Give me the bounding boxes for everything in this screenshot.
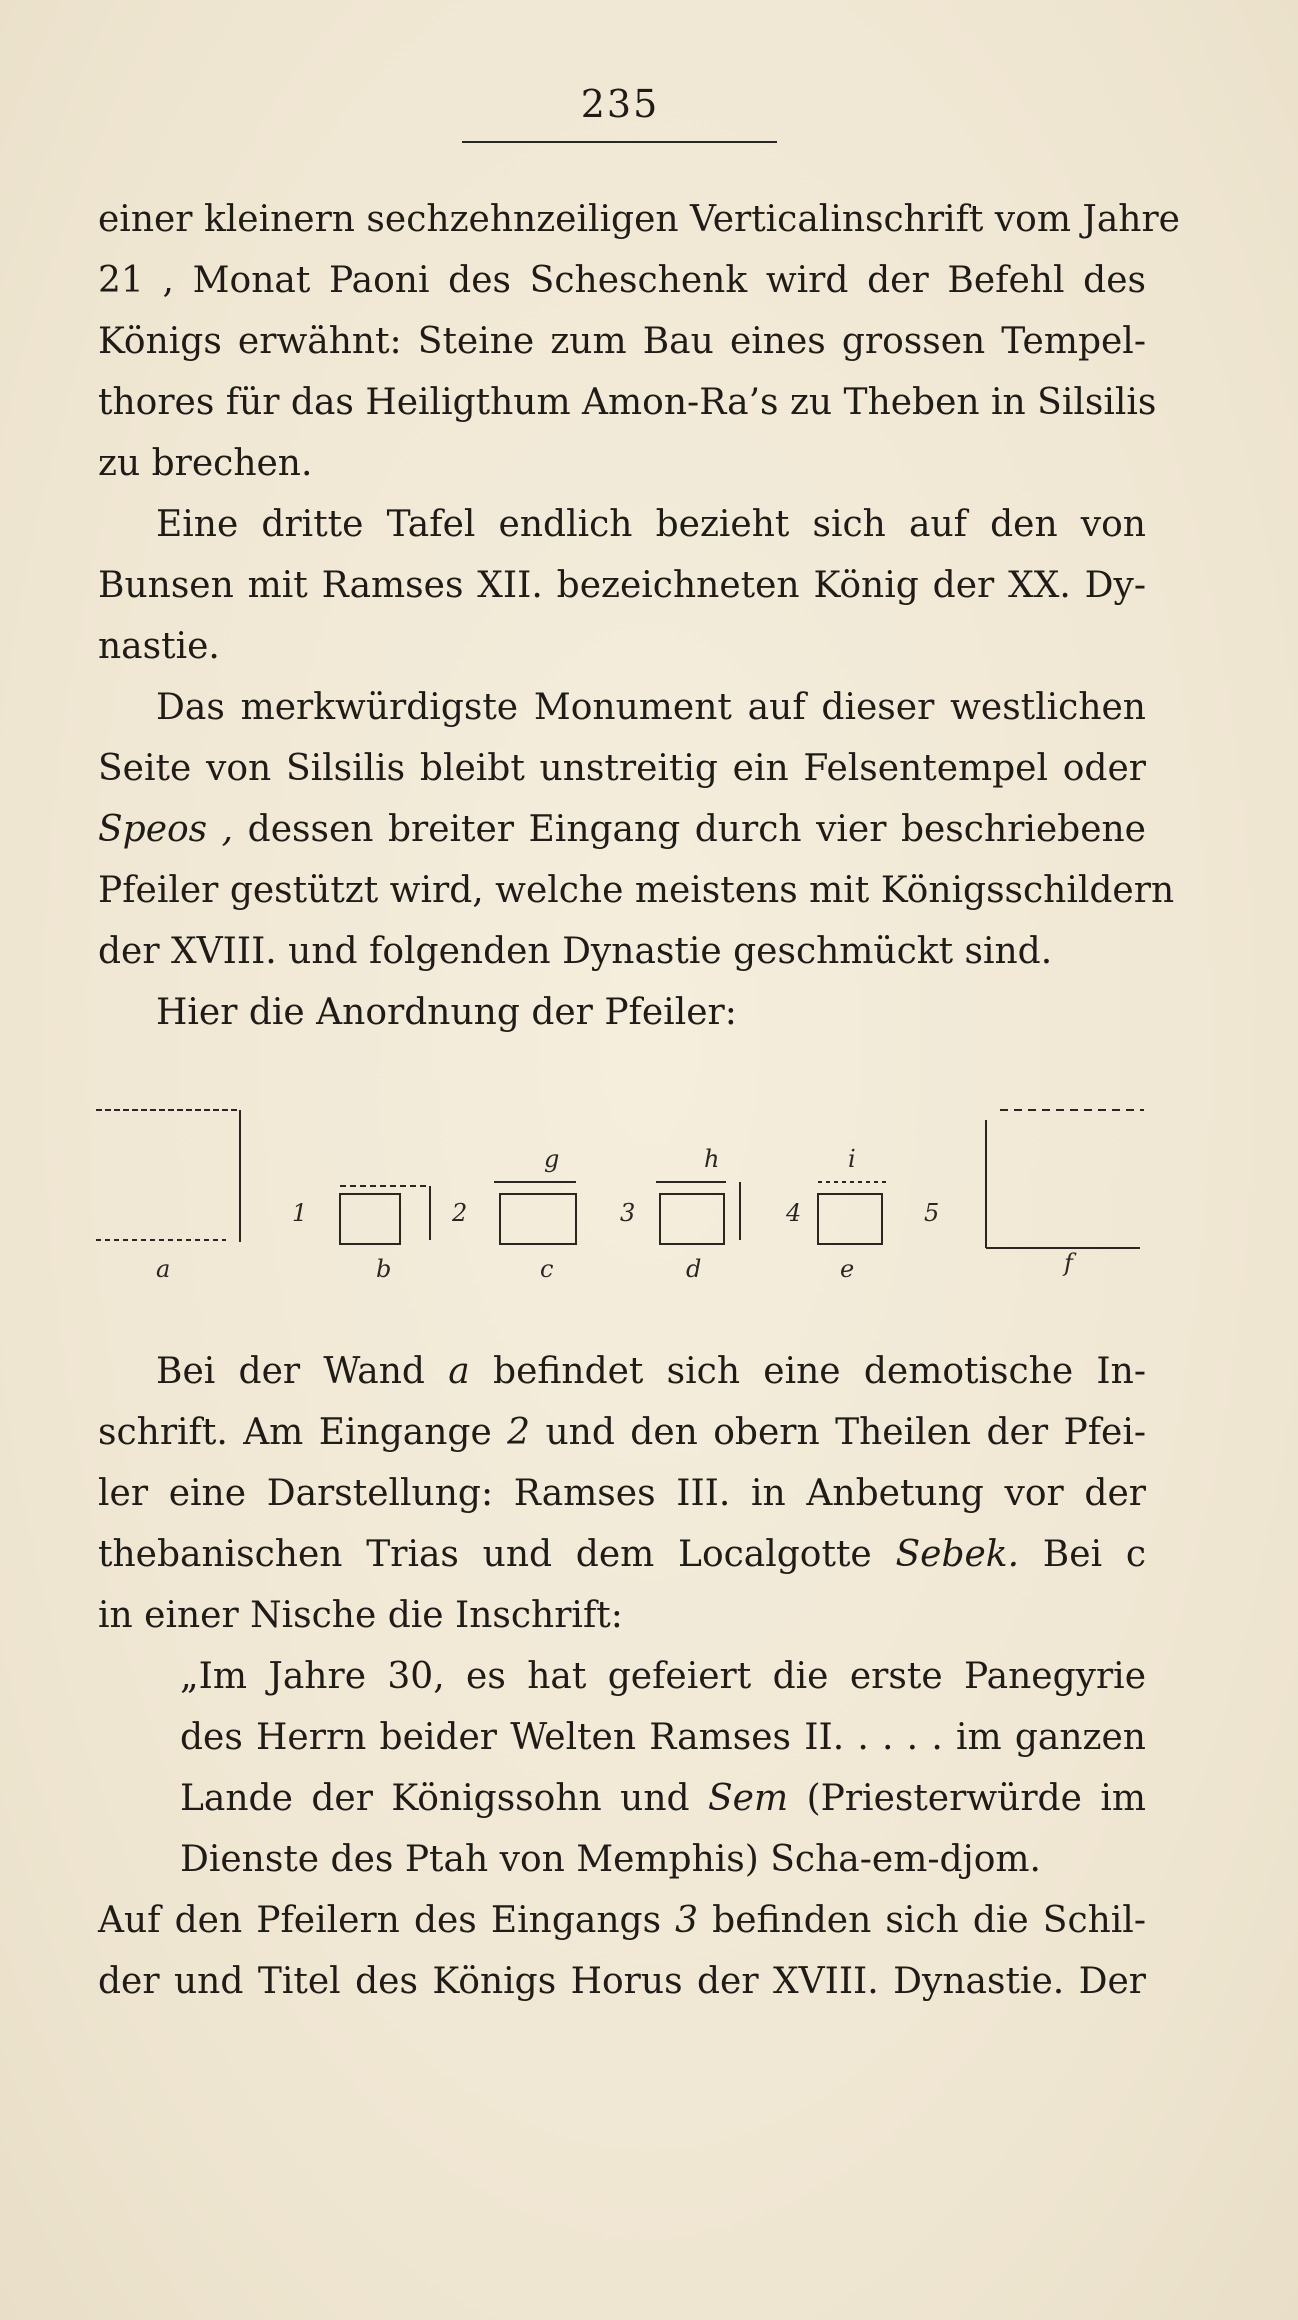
text-line: zu brechen. <box>98 443 313 484</box>
text-line: Königs erwähnt: Steine zum Bau eines grossen Tempel- <box>98 321 1146 362</box>
page-number: 235 <box>580 82 660 126</box>
pillar-top-letter: h <box>704 1145 720 1173</box>
entrance-number: 3 <box>620 1199 636 1227</box>
quote-line: Dienste des Ptah von Memphis) Scha-em-djom. <box>180 1839 1041 1880</box>
text-line: Hier die Anordnung der Pfeiler: <box>156 992 737 1033</box>
text-line: ler eine Darstellung: Ramses III. in Anbetung vor der <box>98 1473 1146 1514</box>
text-line: Pfeiler gestützt wird, welche meistens mit Königsschildern <box>98 870 1175 911</box>
text-span: schrift. Am Eingange <box>98 1412 508 1453</box>
text-line: Bunsen mit Ramses XII. bezeichneten König der XX. Dy- <box>98 565 1146 606</box>
italic-word: 3 <box>675 1900 699 1941</box>
text-line: der XVIII. und folgenden Dynastie geschmückt sind. <box>98 931 1053 972</box>
text-line: Das merkwürdigste Monument auf dieser westlichen <box>156 687 1146 728</box>
text-span: (Priesterwürde im <box>788 1778 1146 1819</box>
pillar-letter: d <box>686 1255 702 1283</box>
text-span: Lande der Königssohn und <box>180 1778 709 1819</box>
text-line: nastie. <box>98 626 220 667</box>
quote-line: des Herrn beider Welten Ramses II. . . . . im ganzen <box>180 1717 1146 1758</box>
text-span: befinden sich die Schil- <box>698 1900 1146 1941</box>
text-line: Seite von Silsilis bleibt unstreitig ein Felsentempel oder <box>98 748 1146 789</box>
text-span: befindet sich eine demotische In- <box>469 1351 1147 1392</box>
text-line: in einer Nische die Inschrift: <box>98 1595 623 1636</box>
pillar-letter: e <box>840 1255 855 1283</box>
text-span: und den obern Theilen der Pfei- <box>530 1412 1147 1453</box>
text-line <box>98 808 1146 852</box>
text-span: dessen breiter Eingang durch vier beschriebene <box>233 809 1146 850</box>
wall-letter: f <box>1064 1249 1073 1277</box>
text-line <box>98 1899 1146 1943</box>
quote-line: „Im Jahre 30, es hat gefeiert die erste Panegyrie <box>180 1656 1146 1697</box>
text-span: Auf den Pfeilern des Eingangs <box>98 1900 676 1941</box>
italic-word: Speos , <box>98 809 234 850</box>
pillar-top-letter: g <box>544 1145 560 1173</box>
italic-word: Sem <box>708 1778 789 1819</box>
text-span: Bei der Wand <box>156 1351 449 1392</box>
text-line <box>98 1533 1146 1577</box>
text-line: Eine dritte Tafel endlich bezieht sich auf den von <box>156 504 1146 545</box>
text-span: thebanischen Trias und dem Localgotte <box>98 1534 896 1575</box>
pillar-top-letter: i <box>848 1145 856 1173</box>
italic-word: 2 <box>507 1412 531 1453</box>
text-line <box>98 1411 1146 1455</box>
pillar-letter: b <box>376 1255 392 1283</box>
pillar-letter: c <box>540 1255 554 1283</box>
text-line: 21 , Monat Paoni des Scheschenk wird der Befehl des <box>98 260 1146 301</box>
entrance-number: 1 <box>292 1199 308 1227</box>
pillar-diagram <box>0 1090 1298 1320</box>
quote-line <box>180 1777 1146 1821</box>
text-line: thores für das Heiligthum Amon-Ra’s zu Theben in Silsilis <box>98 382 1157 423</box>
italic-word: Sebek. <box>895 1534 1020 1575</box>
entrance-number: 4 <box>786 1199 802 1227</box>
text-line: der und Titel des Königs Horus der XVIII. Dynastie. Der <box>98 1961 1146 2002</box>
entrance-number: 5 <box>924 1199 940 1227</box>
wall-letter: a <box>156 1255 171 1283</box>
pillar-diagram-lines <box>0 1090 1298 1320</box>
text-line <box>156 1350 1146 1394</box>
text-line: einer kleinern sechzehnzeiligen Verticalinschrift vom Jahre <box>98 199 1180 240</box>
entrance-number: 2 <box>452 1199 468 1227</box>
italic-word: a <box>448 1351 470 1392</box>
header-rule <box>462 141 777 143</box>
text-span: Bei c <box>1019 1534 1146 1575</box>
